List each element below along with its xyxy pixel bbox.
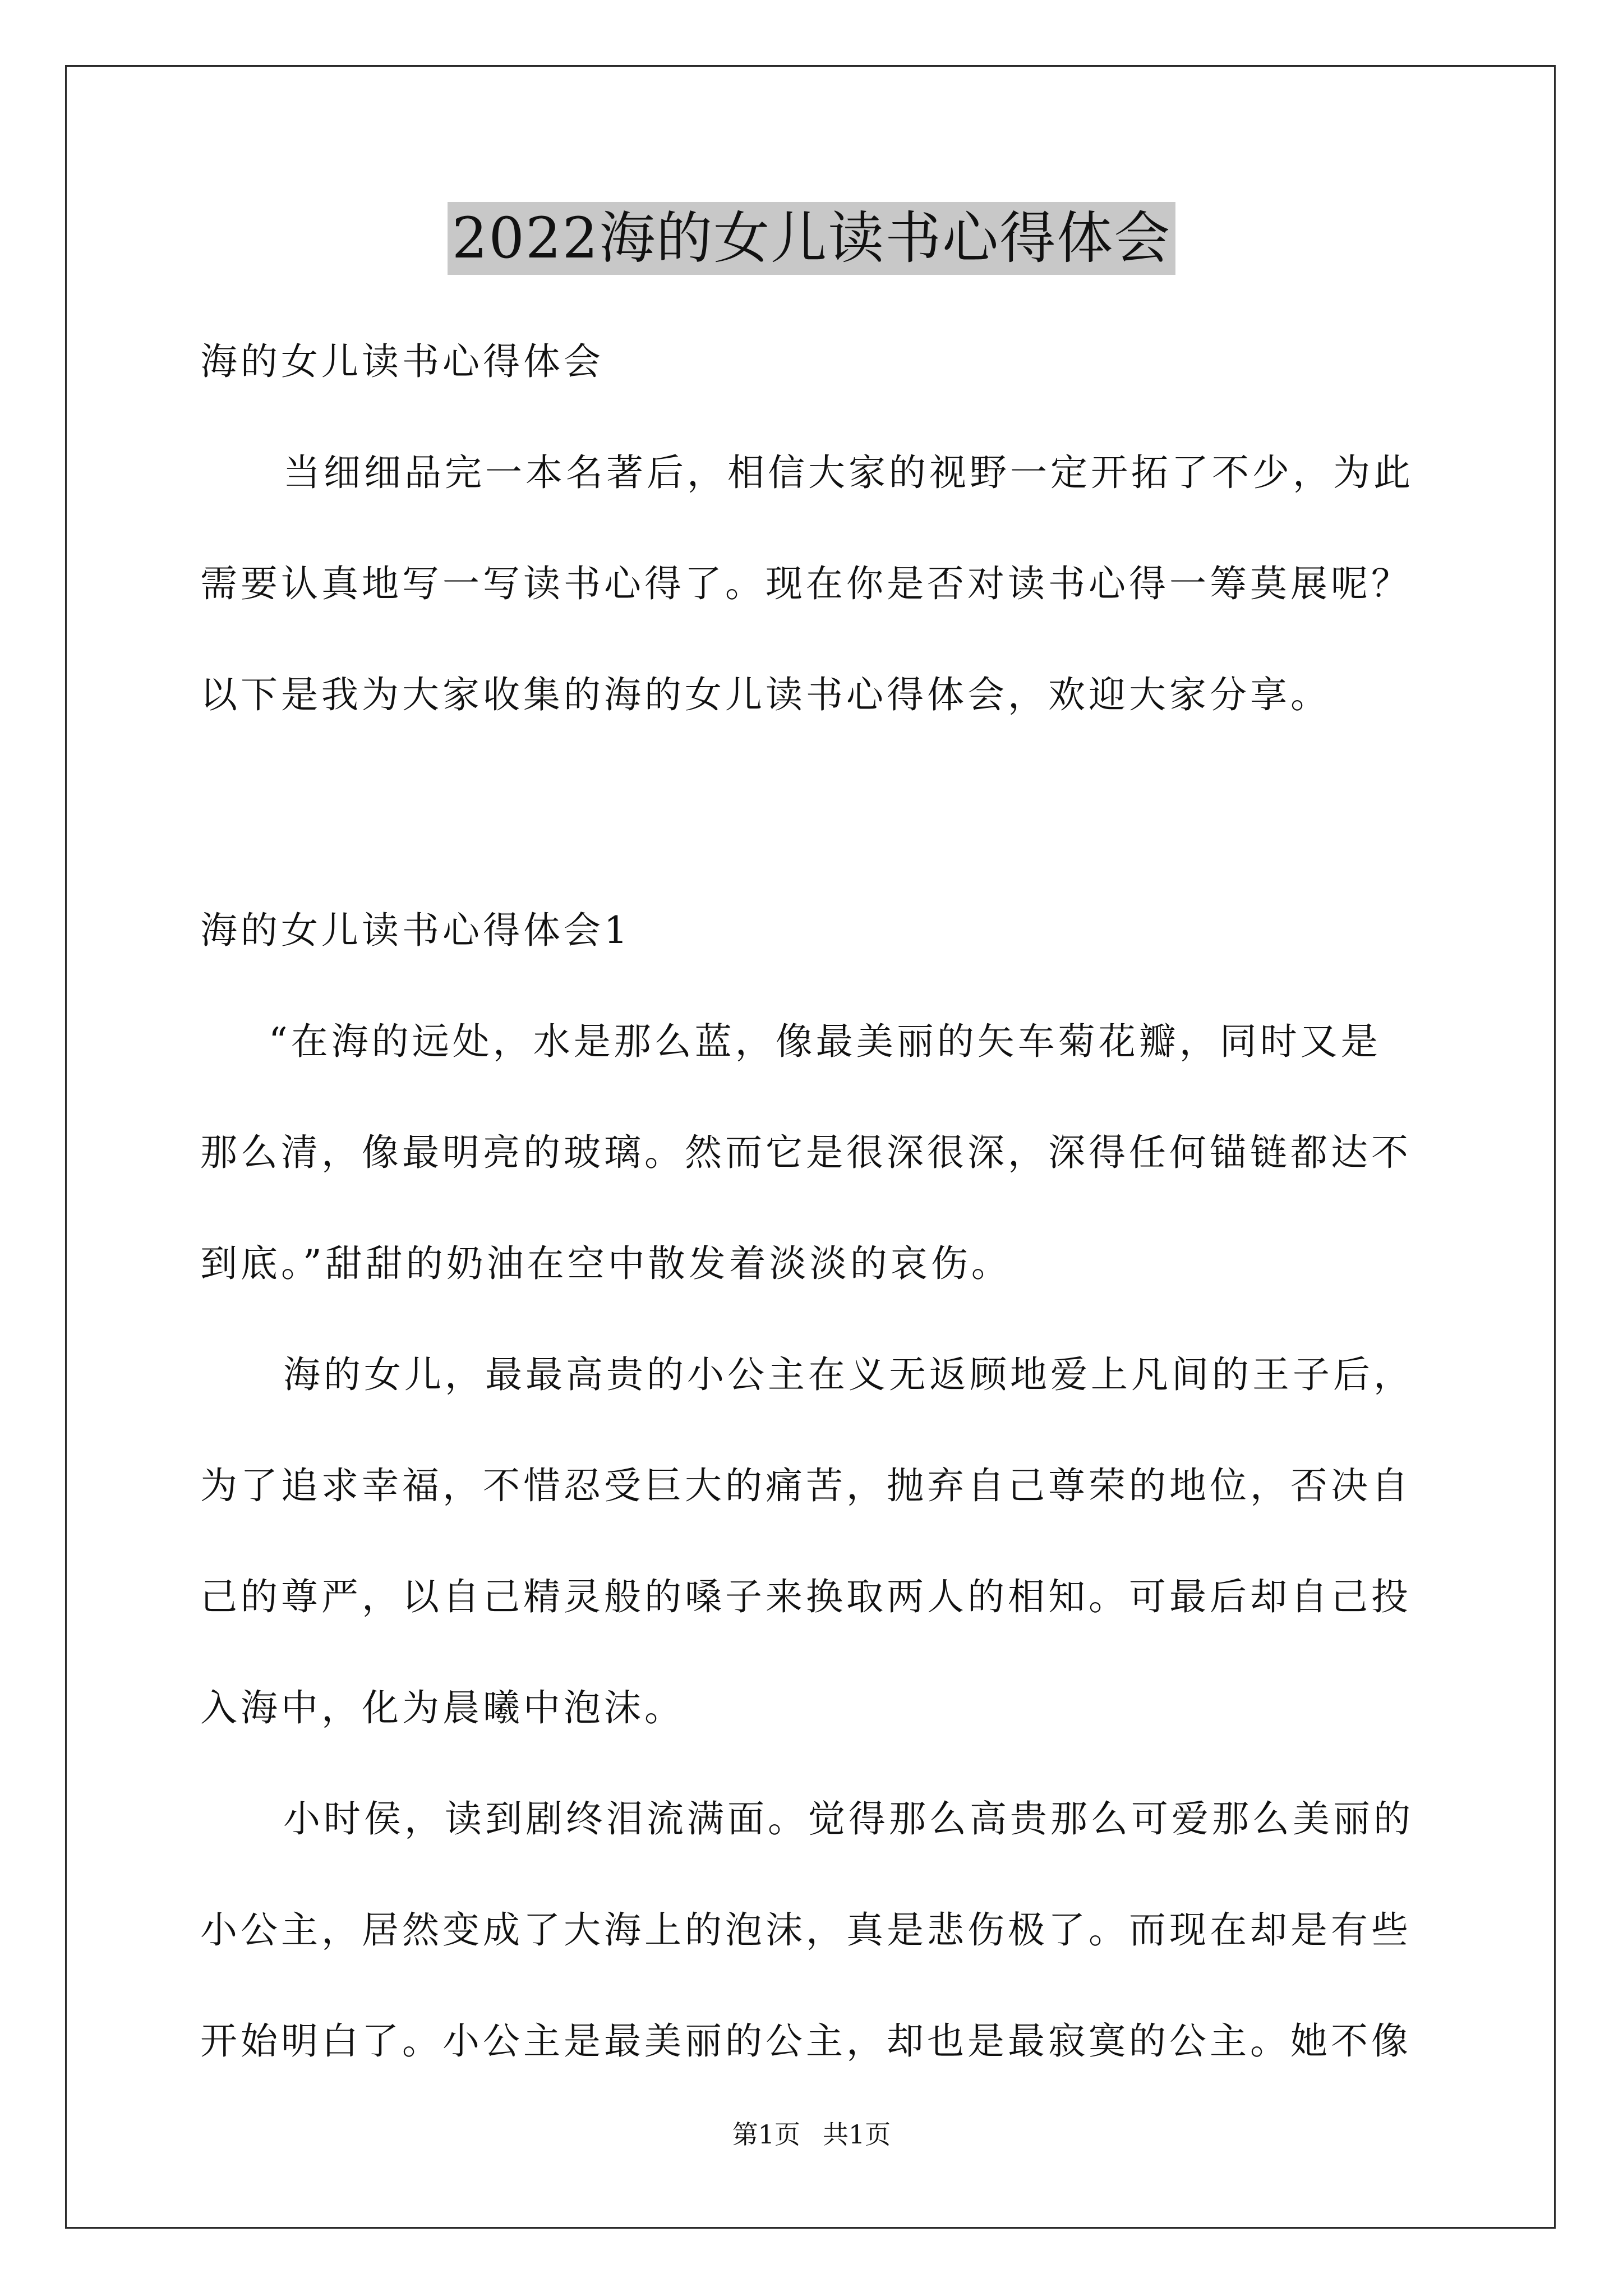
para1-line-2: 那么清，像最明亮的玻璃。然而它是很深很深，深得任何锚链都达不 bbox=[200, 1131, 1412, 1174]
intro-line-2: 需要认真地写一写读书心得了。现在你是否对读书心得一筹莫展呢？ bbox=[200, 562, 1412, 605]
page-total: 共1页 bbox=[823, 2119, 891, 2150]
subtitle: 海的女儿读书心得体会 bbox=[200, 340, 604, 383]
document-body bbox=[200, 337, 1431, 2067]
para1-line-1: “在海的远处，水是那么蓝，像最美丽的矢车菊花瓣，同时又是 bbox=[269, 1020, 1381, 1063]
para2-line-4: 入海中，化为晨曦中泡沫。 bbox=[200, 1686, 685, 1729]
para2-line-1: 海的女儿，最最高贵的小公主在义无返顾地爱上凡间的王子后， bbox=[283, 1353, 1414, 1396]
intro-line-1: 当细细品完一本名著后，相信大家的视野一定开拓了不少，为此 bbox=[283, 451, 1414, 494]
document-title: 2022海的女儿读书心得体会 bbox=[448, 202, 1176, 275]
para2-line-2: 为了追求幸福，不惜忍受巨大的痛苦，抛弃自己尊荣的地位，否决自 bbox=[200, 1464, 1412, 1507]
para3-line-2: 小公主，居然变成了大海上的泡沫，真是悲伤极了。而现在却是有些 bbox=[200, 1908, 1412, 1952]
para1-line-3: 到底。”甜甜的奶油在空中散发着淡淡的哀伤。 bbox=[200, 1242, 1012, 1285]
section-heading: 海的女儿读书心得体会1 bbox=[200, 909, 631, 952]
para3-line-1: 小时侯，读到剧终泪流满面。觉得那么高贵那么可爱那么美丽的 bbox=[283, 1797, 1414, 1841]
page-number: 第1页 bbox=[732, 2119, 800, 2150]
intro-line-3: 以下是我为大家收集的海的女儿读书心得体会，欢迎大家分享。 bbox=[200, 673, 1331, 716]
page-footer bbox=[0, 2118, 1623, 2151]
para3-line-3: 开始明白了。小公主是最美丽的公主，却也是最寂寞的公主。她不像 bbox=[200, 2019, 1412, 2063]
title-container bbox=[0, 202, 1623, 275]
para2-line-3: 己的尊严，以自己精灵般的嗓子来换取两人的相知。可最后却自己投 bbox=[200, 1575, 1412, 1618]
